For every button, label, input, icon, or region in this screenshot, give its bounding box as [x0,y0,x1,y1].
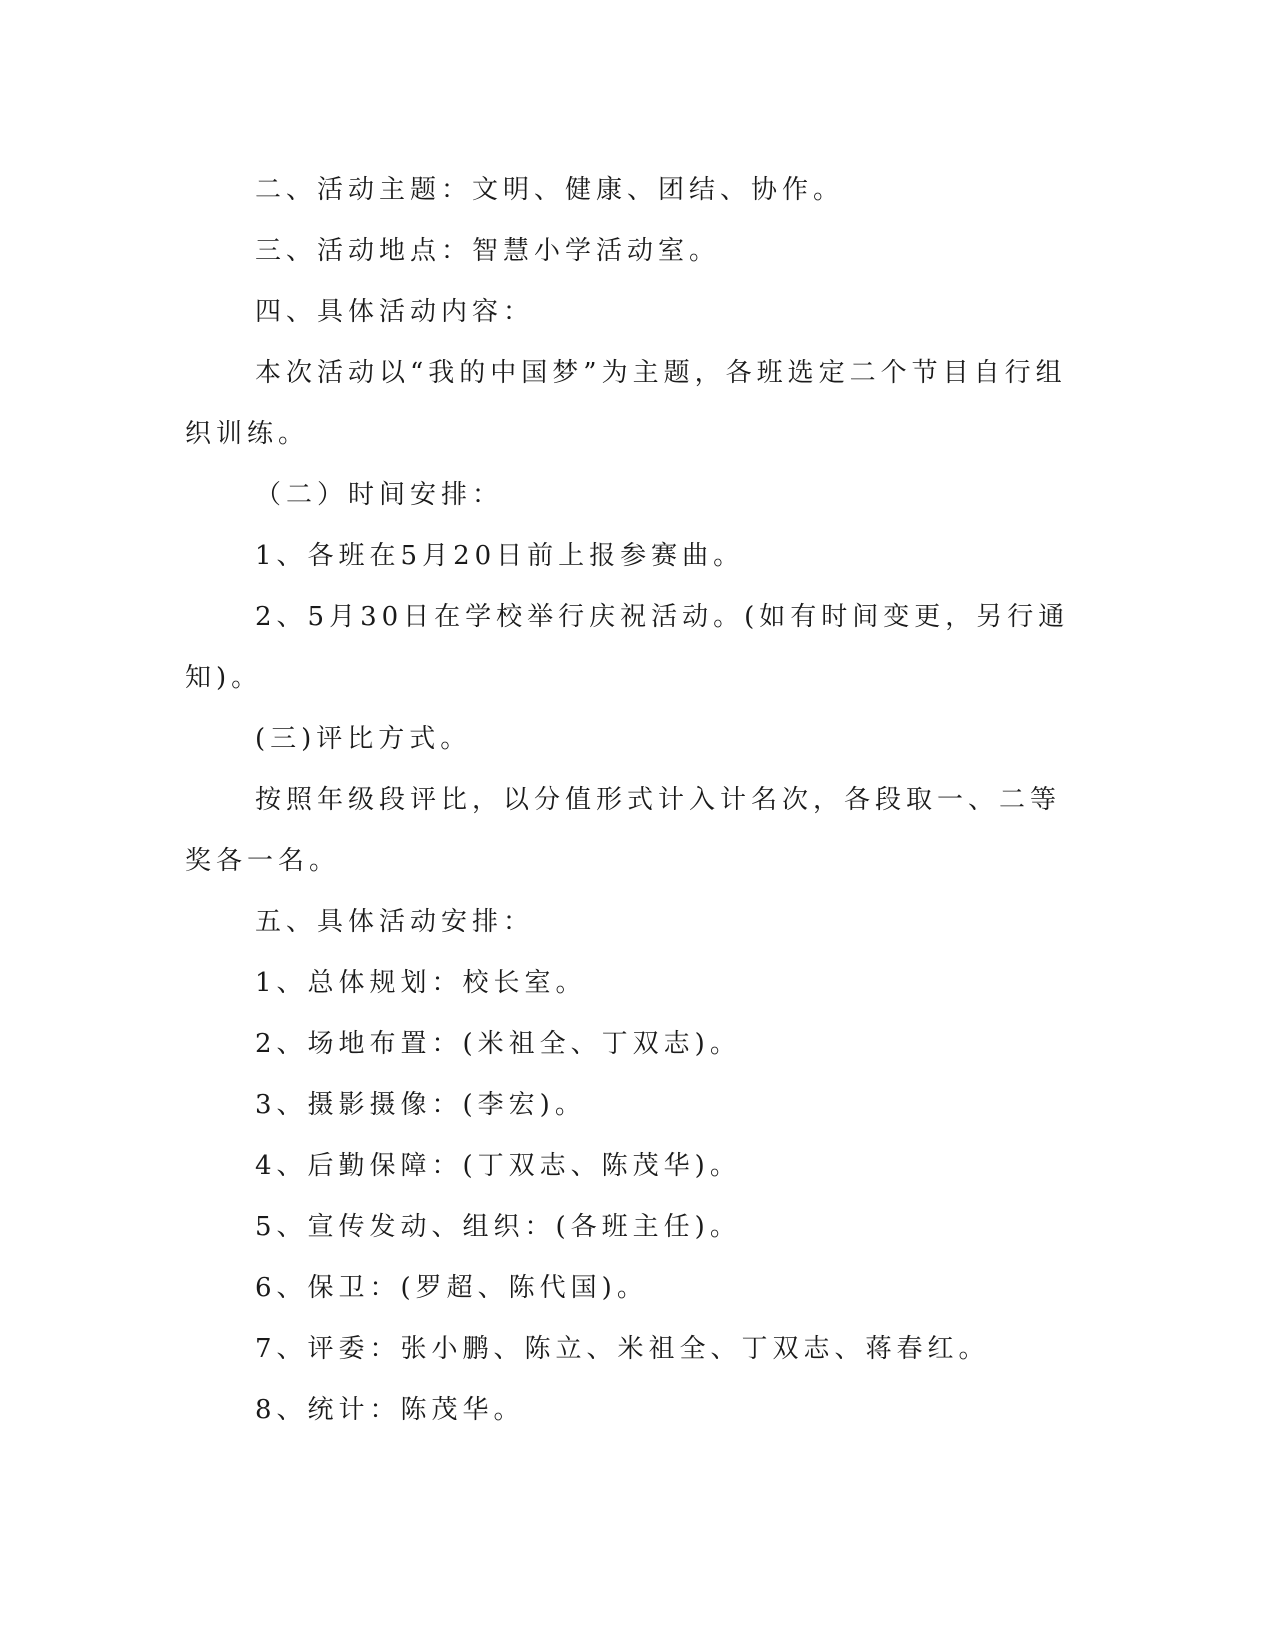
paragraph-activity-content: 本次活动以“我的中国梦”为主题，各班选定二个节目自行组织训练。 [185,358,1067,449]
paragraph-arrangement-heading: 五、具体活动安排： [255,907,535,937]
paragraph-arrangement-item-8: 8、统计：陈茂华。 [255,1395,525,1425]
paragraph-arrangement-item-5: 5、宣传发动、组织：(各班主任)。 [255,1212,741,1242]
paragraph-arrangement-item-6: 6、保卫：(罗超、陈代国)。 [255,1273,648,1303]
paragraph-activity-content-heading: 四、具体活动内容： [255,297,535,327]
paragraph-schedule-item-2: 2、5月30日在学校举行庆祝活动。(如有时间变更，另行通知)。 [185,602,1070,693]
paragraph-arrangement-item-1: 1、总体规划：校长室。 [255,968,587,998]
paragraph-evaluation-method: 按照年级段评比，以分值形式计入计名次，各段取一、二等奖各一名。 [185,785,1062,876]
paragraph-activity-theme: 二、活动主题：文明、健康、团结、协作。 [255,175,845,205]
paragraph-evaluation-heading: (三)评比方式。 [255,724,472,754]
paragraph-schedule-item-1: 1、各班在5月20日前上报参赛曲。 [255,541,745,571]
paragraph-activity-location: 三、活动地点：智慧小学活动室。 [255,236,721,266]
paragraph-arrangement-item-2: 2、场地布置：(米祖全、丁双志)。 [255,1029,741,1059]
document-body [185,160,1075,1441]
paragraph-arrangement-item-7: 7、评委：张小鹏、陈立、米祖全、丁双志、蒋春红。 [255,1334,990,1364]
paragraph-arrangement-item-4: 4、后勤保障：(丁双志、陈茂华)。 [255,1151,741,1181]
paragraph-schedule-heading: （二）时间安排： [255,480,504,510]
paragraph-arrangement-item-3: 3、摄影摄像：(李宏)。 [255,1090,586,1120]
